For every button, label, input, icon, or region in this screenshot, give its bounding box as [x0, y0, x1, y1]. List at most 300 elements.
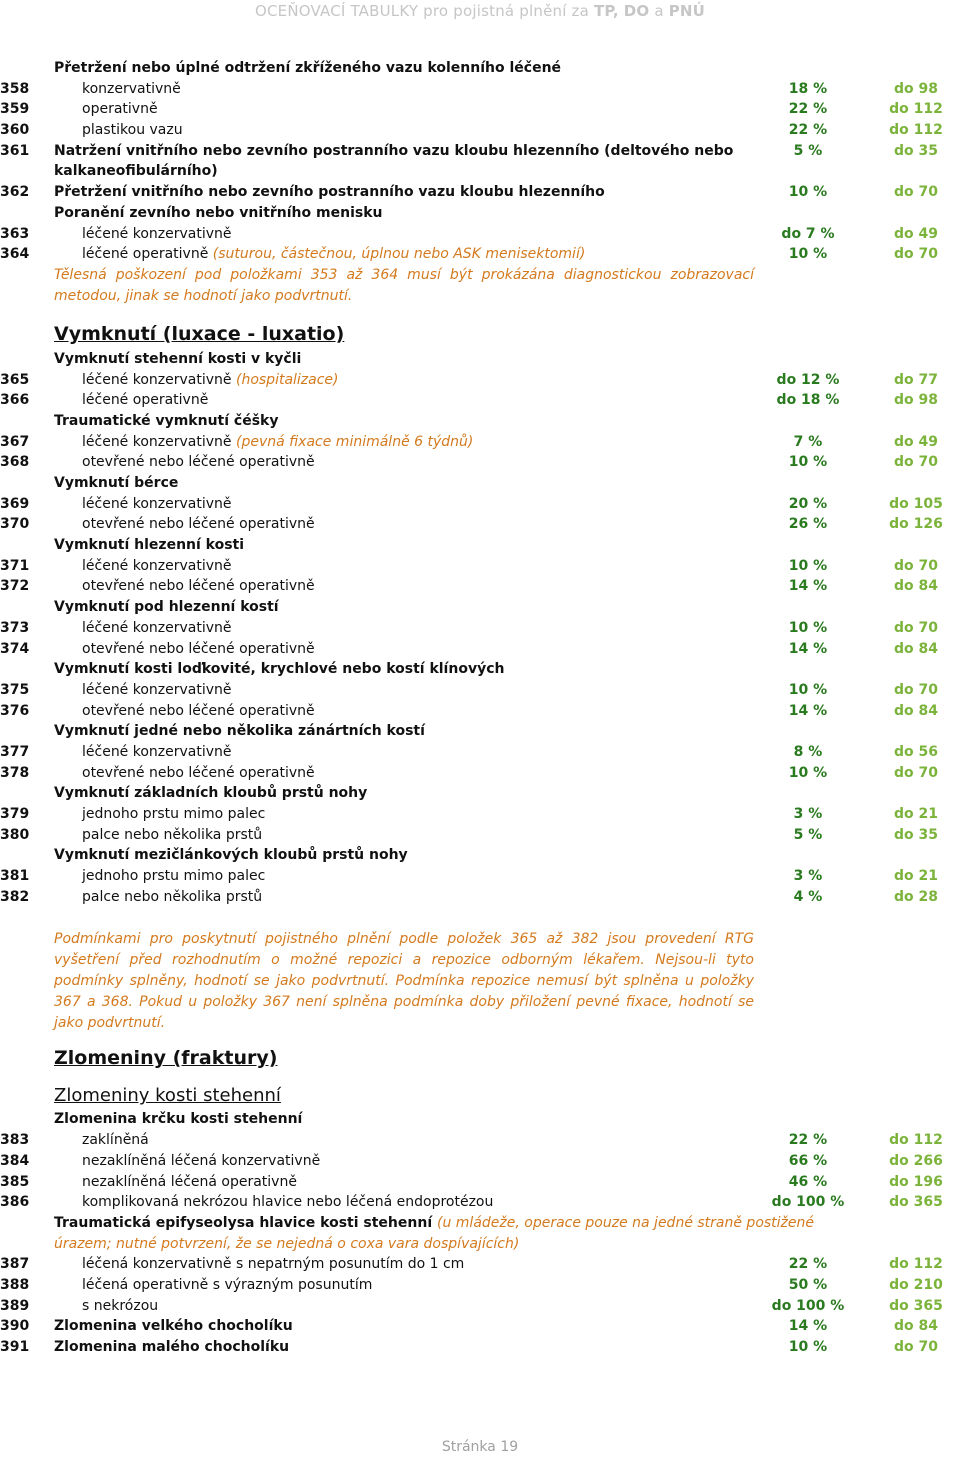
- max-days-value: [880, 845, 960, 866]
- percent-value: 66 %: [788, 1152, 828, 1169]
- item-description: [82, 1151, 320, 1172]
- percent-value: 10 %: [788, 557, 828, 574]
- max-days-value: [880, 203, 960, 224]
- table-block-fraktury: [0, 1109, 960, 1357]
- table-row: [0, 1337, 960, 1358]
- item-number: 365: [0, 371, 30, 388]
- max-days-text: do 210: [889, 1276, 943, 1293]
- max-days-value: [880, 1130, 960, 1151]
- item-text: otevřené nebo léčené operativně: [82, 702, 315, 719]
- header-do: DO: [623, 2, 650, 20]
- item-description: [54, 1109, 302, 1130]
- item-text: konzervativně: [82, 80, 181, 97]
- max-days-text: do 49: [894, 225, 938, 242]
- item-note: (u mládeže, operace pouze na jedné straně postižené: [437, 1214, 815, 1231]
- max-days-text: do 70: [894, 1339, 938, 1355]
- table-row: [0, 701, 960, 722]
- item-description: [82, 680, 232, 701]
- percent-value: 20 %: [788, 495, 828, 512]
- item-number: 379: [0, 806, 30, 822]
- item-description: [82, 452, 315, 473]
- item-text: otevřené nebo léčené operativně: [82, 578, 315, 595]
- item-text: Vymknutí mezičlánkových kloubů prstů nohy: [54, 847, 408, 864]
- item-text: Vymknutí kosti loďkovité, krychlové nebo kostí klínových: [54, 661, 505, 678]
- item-description: [82, 1296, 158, 1317]
- item-text: Vymknutí jedné nebo několika zánártních kostí: [54, 723, 425, 740]
- table-row: [0, 556, 960, 577]
- section-title-fraktury: Zlomeniny (fraktury): [54, 1047, 278, 1070]
- percent-value: 22 %: [788, 101, 828, 118]
- item-text: jednoho prstu mimo palec: [82, 868, 266, 885]
- percent-value: 5 %: [793, 142, 823, 159]
- item-note: (hospitalizace): [235, 371, 339, 388]
- percent-value: 14 %: [788, 640, 828, 657]
- item-description: [54, 58, 561, 79]
- table-row: [0, 1296, 960, 1317]
- max-days-value: [880, 887, 960, 908]
- item-text: palce nebo několika prstů: [82, 826, 263, 843]
- item-description: [54, 411, 278, 432]
- item-number: 362: [0, 184, 30, 201]
- item-description: [82, 556, 232, 577]
- table-row: [0, 244, 960, 265]
- max-days-value: [880, 535, 960, 556]
- max-days-value: [880, 576, 960, 597]
- max-days-text: do 56: [894, 743, 938, 760]
- page-header: [0, 2, 960, 20]
- max-days-text: do 126: [889, 516, 943, 533]
- max-days-text: do 70: [894, 184, 938, 201]
- table-row: [0, 58, 960, 79]
- table-row: [0, 1254, 960, 1275]
- item-text: Přetržení vnitřního nebo zevního postranního vazu kloubu hlezenního: [54, 184, 605, 201]
- item-number: 378: [0, 764, 30, 781]
- max-days-text: do 365: [889, 1297, 943, 1314]
- max-days-value: [880, 659, 960, 680]
- item-text: palce nebo několika prstů: [82, 888, 263, 905]
- max-days-text: do 35: [894, 826, 938, 843]
- percent-value: 10 %: [788, 454, 828, 471]
- item-text: Přetržení nebo úplné odtržení zkříženého vazu kolenního léčené: [54, 60, 562, 76]
- table-row: [0, 99, 960, 120]
- percent-value: 3 %: [793, 806, 823, 822]
- item-text: operativně: [82, 101, 158, 118]
- table-row: [0, 1275, 960, 1296]
- max-days-value: [880, 244, 960, 265]
- item-text: Traumatické vymknutí čéšky: [54, 412, 279, 429]
- item-text: léčené operativně: [82, 392, 209, 409]
- max-days-text: do 196: [889, 1173, 943, 1190]
- max-days-value: [880, 783, 960, 804]
- max-days-text: do 105: [889, 495, 943, 512]
- item-description: [82, 576, 315, 597]
- item-description: [82, 370, 339, 391]
- max-days-value: [880, 349, 960, 370]
- table-row: [0, 141, 960, 162]
- item-text: Vymknutí hlezenní kosti: [54, 537, 245, 554]
- item-text: Vymknutí bérce: [54, 475, 179, 491]
- item-description: [54, 535, 244, 556]
- item-number: 358: [0, 80, 30, 97]
- item-description: [82, 79, 181, 100]
- item-number: 372: [0, 578, 30, 595]
- item-description: [82, 1130, 149, 1151]
- table-row: [0, 825, 960, 846]
- item-description: [82, 825, 262, 846]
- percent-value: 5 %: [793, 826, 823, 843]
- item-text: plastikou vazu: [82, 122, 183, 139]
- max-days-text: do 84: [894, 578, 938, 595]
- item-number: 387: [0, 1256, 30, 1273]
- max-days-value: [880, 1275, 960, 1296]
- item-description: [82, 742, 232, 763]
- max-days-text: do 70: [894, 681, 938, 698]
- item-text: otevřené nebo léčené operativně: [82, 454, 315, 471]
- percent-value: 22 %: [788, 1256, 828, 1273]
- item-number: 363: [0, 225, 30, 242]
- max-days-value: [880, 1151, 960, 1172]
- percent-value: 4 %: [793, 888, 823, 905]
- max-days-value: [880, 390, 960, 411]
- item-text: otevřené nebo léčené operativně: [82, 640, 315, 657]
- item-number: 382: [0, 888, 30, 905]
- header-tp: TP,: [593, 2, 619, 20]
- table-row: [0, 535, 960, 556]
- table-row: [0, 845, 960, 866]
- item-description: [54, 659, 504, 680]
- max-days-value: [880, 79, 960, 100]
- percent-value: 50 %: [788, 1276, 828, 1293]
- item-description: [82, 494, 232, 515]
- max-days-value: [880, 825, 960, 846]
- item-description: [82, 99, 158, 120]
- item-number: 368: [0, 454, 30, 471]
- max-days-text: do 21: [894, 868, 938, 885]
- max-days-value: [880, 494, 960, 515]
- subsection-title-stehenni: Zlomeniny kosti stehenní: [54, 1085, 281, 1107]
- table-row: [0, 639, 960, 660]
- table-row: [0, 866, 960, 887]
- percent-value: 10 %: [788, 681, 828, 698]
- item-description: [54, 349, 301, 370]
- header-pnu: PNÚ: [668, 2, 706, 20]
- percent-value: 3 %: [793, 868, 823, 885]
- item-description: [82, 224, 232, 245]
- table-row: [0, 370, 960, 391]
- table-row: [0, 597, 960, 618]
- item-text: s nekrózou: [82, 1297, 159, 1314]
- percent-value: 14 %: [788, 1318, 828, 1335]
- max-days-value: [880, 1172, 960, 1193]
- item-description: [54, 1316, 293, 1337]
- item-text: léčené konzervativně: [82, 225, 232, 242]
- header-a: a: [654, 2, 664, 20]
- max-days-value: [880, 1213, 960, 1234]
- max-days-text: do 70: [894, 557, 938, 574]
- table-row: [0, 1192, 960, 1213]
- max-days-text: do 70: [894, 619, 938, 636]
- max-days-value: [880, 1316, 960, 1337]
- item-text: Traumatická epifyseolysa hlavice kosti stehenní: [54, 1214, 433, 1231]
- item-description: [54, 783, 367, 804]
- table-row: [0, 514, 960, 535]
- max-days-value: [880, 1109, 960, 1130]
- percent-value: 10 %: [788, 246, 828, 263]
- item-number: 377: [0, 743, 30, 760]
- item-number: 373: [0, 619, 30, 636]
- table-row: [0, 411, 960, 432]
- item-description: [54, 845, 408, 866]
- item-text: léčené konzervativně: [82, 495, 232, 512]
- item-note: úrazem; nutné potvrzení, že se nejedná o coxa vara dospívajících): [54, 1235, 520, 1252]
- item-text: léčená konzervativně s nepatrným posunutím do 1 cm: [82, 1256, 465, 1273]
- item-text: nezaklíněná léčená konzervativně: [82, 1152, 321, 1169]
- item-text: otevřené nebo léčené operativně: [82, 516, 315, 533]
- percent-value: do 100 %: [771, 1297, 845, 1314]
- max-days-value: [880, 804, 960, 825]
- percent-value: 10 %: [788, 1339, 828, 1355]
- item-text: Vymknutí stehenní kosti v kyčli: [54, 350, 302, 367]
- max-days-value: [880, 1254, 960, 1275]
- item-description: [54, 182, 605, 203]
- item-description: [54, 597, 279, 618]
- item-number: 390: [0, 1318, 30, 1335]
- table-row: [0, 203, 960, 224]
- item-description: [82, 866, 265, 887]
- item-text: léčené konzervativně: [82, 743, 232, 760]
- item-number: 389: [0, 1297, 30, 1314]
- percent-value: 26 %: [788, 516, 828, 533]
- max-days-text: do 112: [889, 1256, 943, 1273]
- max-days-text: do 70: [894, 764, 938, 781]
- item-number: 374: [0, 640, 30, 657]
- table-block-ligaments: [0, 58, 960, 265]
- max-days-value: [880, 432, 960, 453]
- max-days-value: [880, 452, 960, 473]
- max-days-text: do 98: [894, 80, 938, 97]
- table-row: [0, 224, 960, 245]
- item-description: [54, 141, 733, 162]
- item-number: 391: [0, 1339, 30, 1355]
- item-note: (suturou, částečnou, úplnou nebo ASK menisektomií): [212, 246, 586, 263]
- item-description: [82, 120, 183, 141]
- max-days-value: [880, 473, 960, 494]
- max-days-text: do 70: [894, 246, 938, 263]
- max-days-text: do 98: [894, 392, 938, 409]
- max-days-value: [880, 680, 960, 701]
- item-number: 380: [0, 826, 30, 843]
- max-days-text: do 112: [889, 1132, 943, 1149]
- item-number: 370: [0, 516, 30, 533]
- item-text: zaklíněná: [82, 1132, 149, 1149]
- max-days-value: [880, 58, 960, 79]
- percent-value: 22 %: [788, 122, 828, 139]
- item-description: [82, 804, 265, 825]
- item-text: léčené konzervativně: [82, 619, 232, 636]
- max-days-text: do 84: [894, 1318, 938, 1335]
- max-days-value: [880, 618, 960, 639]
- percent-value: do 100 %: [771, 1194, 845, 1211]
- table-row: [0, 618, 960, 639]
- item-number: 361: [0, 142, 30, 159]
- page-footer: Stránka 19: [441, 1439, 519, 1455]
- item-text: kalkaneofibulárního): [54, 163, 218, 180]
- max-days-text: do 49: [894, 433, 938, 450]
- item-text: Natržení vnitřního nebo zevního postranního vazu kloubu hlezenního (deltového nebo: [54, 142, 734, 159]
- table-row: [0, 1151, 960, 1172]
- item-text: léčené konzervativně: [82, 681, 232, 698]
- item-description: [82, 244, 585, 265]
- max-days-value: [880, 1337, 960, 1358]
- table-block-luxace: [0, 349, 960, 908]
- max-days-value: [880, 1234, 960, 1255]
- item-description: [82, 432, 473, 453]
- item-number: 386: [0, 1194, 30, 1211]
- table-row: [0, 452, 960, 473]
- table-row: [0, 349, 960, 370]
- item-number: 360: [0, 122, 30, 139]
- item-number: 385: [0, 1173, 30, 1190]
- item-description: [54, 473, 178, 494]
- max-days-text: do 28: [894, 888, 938, 905]
- section-title-luxace: Vymknutí (luxace - luxatio): [54, 322, 345, 345]
- item-number: 376: [0, 702, 30, 719]
- item-description: [82, 701, 315, 722]
- table-row: [0, 804, 960, 825]
- max-days-value: [880, 556, 960, 577]
- table-row: [0, 721, 960, 742]
- item-description: [54, 721, 425, 742]
- percent-value: 10 %: [788, 764, 828, 781]
- max-days-value: [880, 161, 960, 182]
- item-text: Vymknutí pod hlezenní kostí: [54, 599, 279, 616]
- table-row: [0, 182, 960, 203]
- max-days-value: [880, 182, 960, 203]
- item-text: Poranění zevního nebo vnitřního menisku: [54, 204, 383, 221]
- max-days-value: [880, 514, 960, 535]
- table-row: [0, 1130, 960, 1151]
- max-days-value: [880, 224, 960, 245]
- percent-value: do 18 %: [776, 392, 840, 409]
- item-number: 375: [0, 681, 30, 698]
- table-row: [0, 79, 960, 100]
- item-text: Zlomenina velkého chocholíku: [54, 1318, 293, 1335]
- item-number: 381: [0, 868, 30, 885]
- table-row: [0, 494, 960, 515]
- max-days-value: [880, 866, 960, 887]
- item-description: [82, 763, 315, 784]
- table-row: [0, 763, 960, 784]
- table-row: [0, 576, 960, 597]
- item-description: [82, 1275, 372, 1296]
- table-row: [0, 783, 960, 804]
- percent-value: 10 %: [788, 184, 828, 201]
- item-text: léčené konzervativně: [82, 433, 232, 450]
- item-description: [82, 390, 208, 411]
- max-days-value: [880, 763, 960, 784]
- percent-value: do 7 %: [781, 225, 835, 242]
- item-text: otevřené nebo léčené operativně: [82, 764, 315, 781]
- percent-value: 18 %: [788, 80, 828, 97]
- table-row: [0, 161, 960, 182]
- percent-value: 10 %: [788, 619, 828, 636]
- item-description: [82, 887, 262, 908]
- table-row: [0, 390, 960, 411]
- max-days-value: [880, 411, 960, 432]
- item-number: 359: [0, 101, 30, 118]
- max-days-text: do 84: [894, 640, 938, 657]
- percent-value: 8 %: [793, 743, 823, 760]
- table-row: [0, 1316, 960, 1337]
- item-note: (pevná fixace minimálně 6 týdnů): [235, 433, 474, 450]
- max-days-value: [880, 120, 960, 141]
- item-description: [54, 1234, 519, 1255]
- item-number: 388: [0, 1276, 30, 1293]
- item-text: Vymknutí základních kloubů prstů nohy: [54, 785, 368, 802]
- max-days-text: do 112: [889, 101, 943, 118]
- item-text: léčené konzervativně: [82, 371, 232, 388]
- max-days-value: [880, 1192, 960, 1213]
- item-description: [54, 1337, 289, 1358]
- table-row: [0, 1172, 960, 1193]
- item-number: 369: [0, 495, 30, 512]
- percent-value: 14 %: [788, 702, 828, 719]
- item-text: léčené konzervativně: [82, 557, 232, 574]
- item-description: [82, 1192, 493, 1213]
- max-days-text: do 77: [894, 371, 938, 388]
- item-text: nezaklíněná léčená operativně: [82, 1173, 297, 1190]
- percent-value: 14 %: [788, 578, 828, 595]
- item-text: Zlomenina malého chocholíku: [54, 1339, 290, 1355]
- table-row: [0, 680, 960, 701]
- item-description: [54, 1213, 814, 1234]
- item-description: [82, 1254, 464, 1275]
- max-days-value: [880, 639, 960, 660]
- percent-value: 7 %: [793, 433, 823, 450]
- item-number: 383: [0, 1132, 30, 1149]
- item-text: léčené operativně: [82, 246, 209, 263]
- table-row: [0, 1213, 960, 1234]
- max-days-value: [880, 99, 960, 120]
- item-number: 384: [0, 1152, 30, 1169]
- table-row: [0, 1234, 960, 1255]
- item-number: 371: [0, 557, 30, 574]
- item-text: léčená operativně s výrazným posunutím: [82, 1276, 373, 1293]
- max-days-value: [880, 1296, 960, 1317]
- table-row: [0, 120, 960, 141]
- item-text: Zlomenina krčku kosti stehenní: [54, 1111, 303, 1128]
- percent-value: do 12 %: [776, 371, 840, 388]
- max-days-value: [880, 701, 960, 722]
- max-days-text: do 112: [889, 122, 943, 139]
- max-days-text: do 35: [894, 142, 938, 159]
- note-diagnostics: Tělesná poškození pod položkami 353 až 364 musí být prokázána diagnostickou zobrazovací metodou, jinak se hodnotí jako podvrtnutí.: [54, 266, 754, 304]
- item-description: [54, 203, 382, 224]
- item-description: [82, 639, 315, 660]
- max-days-text: do 84: [894, 702, 938, 719]
- max-days-value: [880, 141, 960, 162]
- percent-value: 46 %: [788, 1173, 828, 1190]
- item-text: jednoho prstu mimo palec: [82, 806, 266, 822]
- note-rtg-conditions: Podmínkami pro poskytnutí pojistného plnění podle položek 365 až 382 jsou provedení RTG vyšetření před rozhodnutím o možné repozici a repozice odborným lékařem. Nejsou-li tyto podmínky splněny, hodnotí se jako podvrtnutí. Podmínka repozice nemusí být splněna u položky 367 a 368. Pokud u položky 367 není splněna podmínka doby přiložení pevné fixace, hodnotí se jako podvrtnutí.: [54, 931, 754, 1032]
- max-days-text: do 365: [889, 1194, 943, 1211]
- table-row: [0, 473, 960, 494]
- percent-value: 22 %: [788, 1132, 828, 1149]
- item-description: [82, 514, 315, 535]
- max-days-value: [880, 597, 960, 618]
- item-description: [82, 618, 232, 639]
- table-row: [0, 742, 960, 763]
